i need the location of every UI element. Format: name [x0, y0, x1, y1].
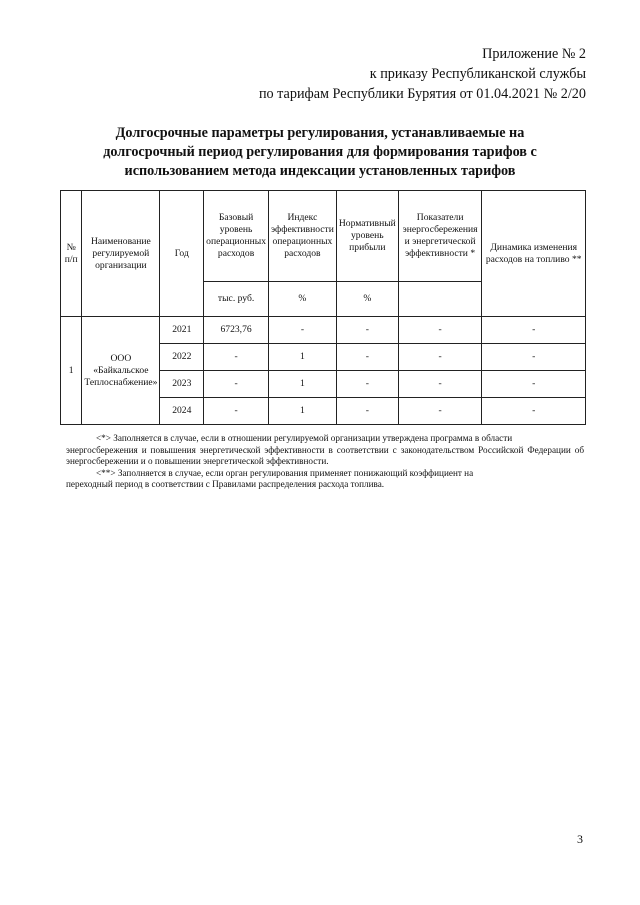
- page-number: 3: [577, 832, 583, 846]
- col-header-organization: Наименование регулируемой организации: [82, 191, 160, 317]
- cell-year: 2021: [160, 317, 204, 344]
- cell-energy-saving: -: [398, 371, 482, 398]
- cell-organization: ООО «Байкальское Теплоснабжение»: [82, 317, 160, 425]
- unit-energy-saving: [398, 282, 482, 317]
- cell-efficiency-index: -: [269, 317, 337, 344]
- header-line-1: Приложение № 2: [482, 46, 586, 62]
- cell-profit-level: -: [336, 317, 398, 344]
- col-header-year: Год: [160, 191, 204, 317]
- col-header-profit-level: Нормативный уровень прибыли: [336, 191, 398, 282]
- cell-fuel-dynamics: -: [482, 398, 586, 425]
- col-header-base-level: Базовый уровень операционных расходов: [204, 191, 269, 282]
- cell-row-number: 1: [61, 317, 82, 425]
- cell-profit-level: -: [336, 344, 398, 371]
- col-header-fuel-dynamics: Динамика изменения расходов на топливо **: [482, 191, 586, 317]
- cell-year: 2022: [160, 344, 204, 371]
- appendix-header: [259, 44, 586, 104]
- cell-energy-saving: -: [398, 317, 482, 344]
- footnote-1-start: <*> Заполняется в случае, если в отношении регулируемой организации утверждена программа в области: [96, 433, 513, 443]
- cell-profit-level: -: [336, 398, 398, 425]
- title-line-3: использованием метода индексации установленных тарифов: [124, 163, 516, 179]
- col-header-energy-saving: Показатели энергосбережения и энергетической эффективности *: [398, 191, 482, 282]
- cell-efficiency-index: 1: [269, 398, 337, 425]
- header-line-2: к приказу Республиканской службы: [369, 66, 586, 82]
- cell-base-level: -: [204, 344, 269, 371]
- cell-efficiency-index: 1: [269, 344, 337, 371]
- footnote-2-start: <**> Заполняется в случае, если орган регулирования применяет понижающий коэффициент на: [96, 467, 474, 478]
- unit-profit-level: %: [336, 282, 398, 317]
- cell-fuel-dynamics: -: [482, 344, 586, 371]
- table-header-row: [61, 191, 586, 282]
- unit-base-level: тыс. руб.: [204, 282, 269, 317]
- footnote-2-continuation: переходный период в соответствии с Правилами распределения расхода топлива.: [66, 479, 385, 490]
- title-line-2: долгосрочный период регулирования для формирования тарифов с: [103, 144, 537, 160]
- cell-profit-level: -: [336, 371, 398, 398]
- col-header-number: № п/п: [61, 191, 82, 317]
- header-line-3: по тарифам Республики Бурятия от 01.04.2021 № 2/20: [258, 86, 586, 102]
- cell-fuel-dynamics: -: [482, 371, 586, 398]
- col-header-efficiency-index: Индекс эффективности операционных расходов: [269, 191, 337, 282]
- parameters-table: [60, 190, 586, 425]
- cell-base-level: -: [204, 398, 269, 425]
- cell-year: 2024: [160, 398, 204, 425]
- cell-base-level: 6723,76: [204, 317, 269, 344]
- document-title: [60, 124, 580, 181]
- cell-fuel-dynamics: -: [482, 317, 586, 344]
- unit-efficiency-index: %: [269, 282, 337, 317]
- cell-efficiency-index: 1: [269, 371, 337, 398]
- cell-year: 2023: [160, 371, 204, 398]
- cell-energy-saving: -: [398, 398, 482, 425]
- cell-energy-saving: -: [398, 344, 482, 371]
- footnote-1-continuation: энергосбережения и повышения энергетической эффективности в соответствии с законодательством Российской Федерации об энергосбережении и о повышении энергетической эффективности.: [66, 444, 584, 467]
- title-line-1: Долгосрочные параметры регулирования, устанавливаемые на: [115, 125, 525, 141]
- cell-base-level: -: [204, 371, 269, 398]
- footnotes: [66, 433, 584, 491]
- table-row: [61, 317, 586, 344]
